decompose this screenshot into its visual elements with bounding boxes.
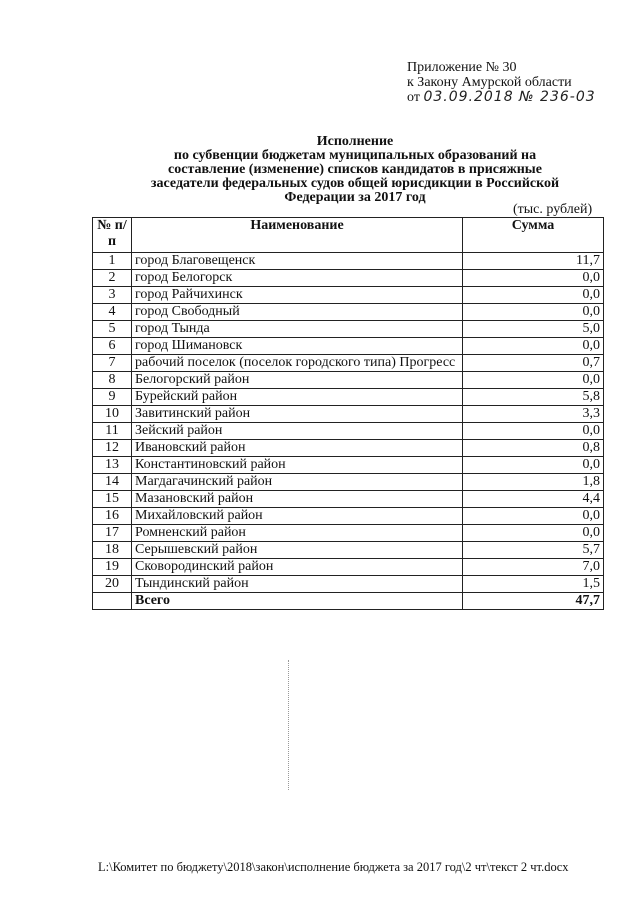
- row-sum: 7,0: [463, 559, 604, 576]
- row-number: 2: [93, 270, 132, 287]
- row-number: 14: [93, 474, 132, 491]
- table-row: [93, 389, 604, 406]
- table-row: [93, 559, 604, 576]
- row-sum: 1,8: [463, 474, 604, 491]
- row-name: Ромненский район: [132, 525, 463, 542]
- row-name: Бурейский район: [132, 389, 463, 406]
- row-sum: 5,7: [463, 542, 604, 559]
- row-name: город Тында: [132, 321, 463, 338]
- appendix-date-prefix: от: [407, 90, 420, 105]
- row-name: Ивановский район: [132, 440, 463, 457]
- row-number: 13: [93, 457, 132, 474]
- file-path-footer: L:\Комитет по бюджету\2018\закон\исполнение бюджета за 2017 год\2 чт\текст 2 чт.docx: [98, 860, 569, 874]
- table-row: [93, 338, 604, 355]
- row-number: 10: [93, 406, 132, 423]
- row-sum: 0,0: [463, 525, 604, 542]
- row-number: 16: [93, 508, 132, 525]
- table-row: [93, 474, 604, 491]
- row-sum: 0,7: [463, 355, 604, 372]
- appendix-line-2: к Закону Амурской области: [407, 75, 572, 90]
- row-name: город Благовещенск: [132, 253, 463, 270]
- row-sum: 0,0: [463, 508, 604, 525]
- table-row: [93, 406, 604, 423]
- row-number: 4: [93, 304, 132, 321]
- row-name: Константиновский район: [132, 457, 463, 474]
- table-row: [93, 508, 604, 525]
- scan-dots: [288, 660, 293, 790]
- row-name: Мазановский район: [132, 491, 463, 508]
- row-name: город Шимановск: [132, 338, 463, 355]
- row-name: город Райчихинск: [132, 287, 463, 304]
- row-number: 9: [93, 389, 132, 406]
- subvention-table: [92, 217, 604, 610]
- row-sum: 0,0: [463, 372, 604, 389]
- table-row: [93, 423, 604, 440]
- title-line-4: заседатели федеральных судов общей юрисдикции в Российской: [150, 176, 560, 191]
- row-sum: 0,0: [463, 457, 604, 474]
- row-sum: 1,5: [463, 576, 604, 593]
- row-name: Зейский район: [132, 423, 463, 440]
- table-row: [93, 525, 604, 542]
- row-sum: 0,8: [463, 440, 604, 457]
- row-number: 8: [93, 372, 132, 389]
- document-title: [110, 135, 600, 205]
- table-row: [93, 440, 604, 457]
- appendix-line-3: [407, 90, 596, 105]
- row-number: 17: [93, 525, 132, 542]
- row-number: 19: [93, 559, 132, 576]
- row-number: 3: [93, 287, 132, 304]
- header-name: Наименование: [132, 218, 463, 253]
- title-line-1: Исполнение: [316, 134, 394, 149]
- row-name: город Белогорск: [132, 270, 463, 287]
- table-row: [93, 372, 604, 389]
- table-body: [93, 253, 604, 610]
- row-sum: 0,0: [463, 270, 604, 287]
- row-sum: 0,0: [463, 338, 604, 355]
- row-name: Михайловский район: [132, 508, 463, 525]
- table-row: [93, 457, 604, 474]
- total-label: Всего: [132, 593, 463, 610]
- row-number: 11: [93, 423, 132, 440]
- units-label: (тыс. рублей): [513, 202, 593, 217]
- table-total-row: [93, 593, 604, 610]
- row-name: Серышевский район: [132, 542, 463, 559]
- header-number: № п/п: [93, 218, 132, 253]
- row-name: Завитинский район: [132, 406, 463, 423]
- table-row: [93, 321, 604, 338]
- row-number: 20: [93, 576, 132, 593]
- row-sum: 4,4: [463, 491, 604, 508]
- table-row: [93, 355, 604, 372]
- table-row: [93, 576, 604, 593]
- title-line-3: составление (изменение) списков кандидатов в присяжные: [168, 162, 542, 177]
- handwritten-date-number: 03.09.2018 № 236-03: [423, 89, 596, 105]
- header-sum: Сумма: [463, 218, 604, 253]
- table-row: [93, 270, 604, 287]
- total-sum: 47,7: [463, 593, 604, 610]
- row-number: 15: [93, 491, 132, 508]
- row-sum: 3,3: [463, 406, 604, 423]
- row-name: Белогорский район: [132, 372, 463, 389]
- row-number: 1: [93, 253, 132, 270]
- row-name: Сковородинский район: [132, 559, 463, 576]
- row-number: 7: [93, 355, 132, 372]
- appendix-line-1: Приложение № 30: [407, 60, 517, 75]
- row-number: 18: [93, 542, 132, 559]
- table-header-row: [93, 218, 604, 253]
- row-number: 6: [93, 338, 132, 355]
- row-sum: 5,0: [463, 321, 604, 338]
- title-line-2: по субвенции бюджетам муниципальных образований на: [173, 148, 537, 163]
- row-name: Магдагачинский район: [132, 474, 463, 491]
- table-row: [93, 287, 604, 304]
- row-name: Тындинский район: [132, 576, 463, 593]
- row-sum: 0,0: [463, 304, 604, 321]
- row-number: 5: [93, 321, 132, 338]
- row-sum: 0,0: [463, 287, 604, 304]
- row-name: рабочий поселок (поселок городского типа) Прогресс: [132, 355, 463, 372]
- total-number-cell: [93, 593, 132, 610]
- row-sum: 11,7: [463, 253, 604, 270]
- row-name: город Свободный: [132, 304, 463, 321]
- table-row: [93, 304, 604, 321]
- table-row: [93, 253, 604, 270]
- row-number: 12: [93, 440, 132, 457]
- table-row: [93, 542, 604, 559]
- row-sum: 0,0: [463, 423, 604, 440]
- title-line-5: Федерации за 2017 год: [284, 190, 426, 205]
- row-sum: 5,8: [463, 389, 604, 406]
- appendix-block: [407, 60, 596, 105]
- table-row: [93, 491, 604, 508]
